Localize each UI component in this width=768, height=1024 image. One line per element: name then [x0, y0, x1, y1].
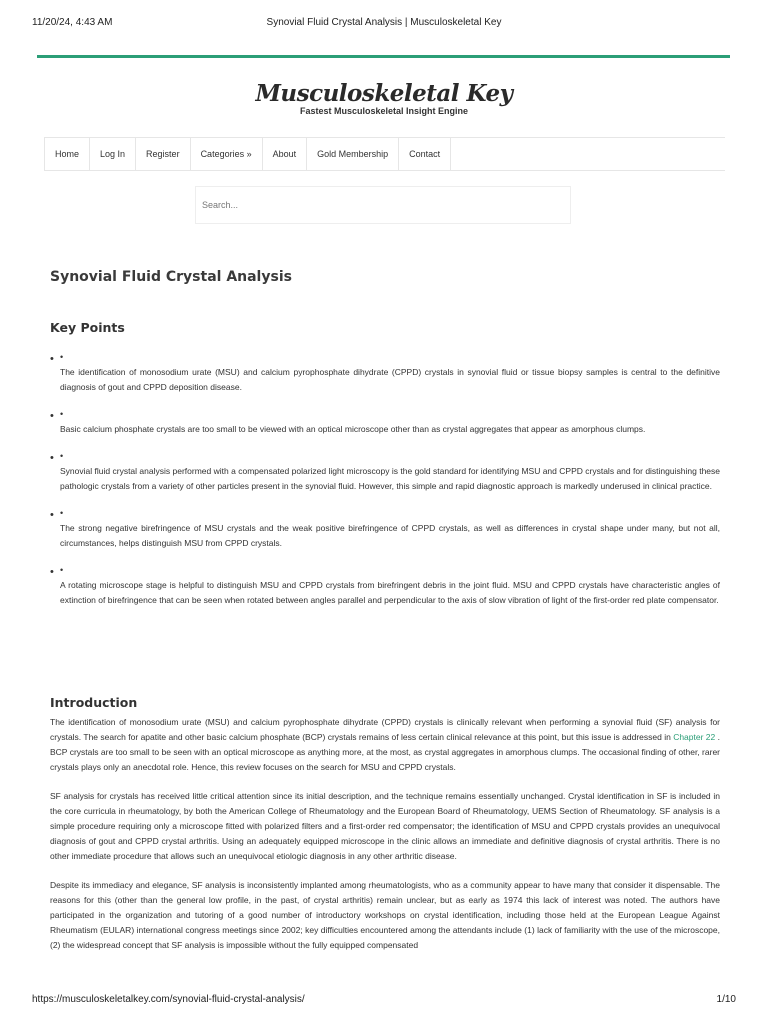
bullet-icon: •	[50, 452, 54, 464]
print-url: https://musculoskeletalkey.com/synovial-fluid-crystal-analysis/	[32, 994, 305, 1005]
bullet-icon: •	[60, 451, 64, 461]
list-item	[50, 411, 720, 437]
intro-text: The identification of monosodium urate (MSU) and calcium pyrophosphate dihydrate (CPPD) crystals is clinically relevant when performing a synovial fluid (SF) analysis for crystals. The search for apatite and other basic calcium phosphate (BCP) crystals remains of less certain clinical relevance at this point, but this issue is addressed in	[50, 717, 720, 742]
key-point-text: Synovial fluid crystal analysis performed with a compensated polarized light microscopy is the gold standard for identifying MSU and CPPD crystals and for distinguishing these pathologic crystals from a variety of other particles present in the synovial fluid. However, this simple and rapid diagnostic approach is markedly underused in clinical practice.	[60, 466, 720, 491]
print-datetime: 11/20/24, 4:43 AM	[32, 17, 113, 28]
list-item	[50, 354, 720, 395]
bullet-icon: •	[50, 566, 54, 578]
search-input[interactable]	[196, 187, 568, 223]
key-points-heading: Key Points	[50, 320, 125, 335]
nav-item-categories[interactable]: Categories »	[191, 138, 263, 170]
intro-paragraph: Despite its immediacy and elegance, SF analysis is inconsistently implanted among rheumatologists, who as a community appear to have many that consider it dispensable. The reasons for this (other than the general low profile, in the past, of crystal arthritis) remain unclear, but as early as 1974 this lack of interest was noted. The authors have participated in the organization and tutoring of a good number of introductory workshops on crystal identification, including those held at the European League Against Rheumatism (EULAR) international congress meetings since 2002; key difficulties encountered among the attendants include (1) lack of familiarity with the use of the microscope, (2) the widespread concept that SF analysis is impossible without the fully equipped compensated	[50, 880, 720, 950]
accent-bar	[37, 55, 730, 58]
bullet-icon: •	[60, 565, 64, 575]
chapter-22-link[interactable]: Chapter 22	[673, 732, 716, 742]
nav-item-about[interactable]: About	[263, 138, 308, 170]
key-point-text: The strong negative birefringence of MSU crystals and the weak positive birefringence of CPPD crystals, as well as differences in crystal shape under many, but not all, circumstances, helps distinguish MSU from CPPD crystals.	[60, 523, 720, 548]
nav-item-login[interactable]: Log In	[90, 138, 136, 170]
bullet-icon: •	[60, 352, 64, 362]
key-point-text: A rotating microscope stage is helpful to distinguish MSU and CPPD crystals from birefringent debris in the joint fluid. MSU and CPPD crystals have characteristic angles of extinction of birefringence that can be seen when rotated between angles parallel and perpendicular to the axis of slow vibration of light of the first-order red plate compensator.	[60, 580, 720, 605]
key-points-list	[50, 354, 720, 624]
key-point-text: The identification of monosodium urate (MSU) and calcium pyrophosphate dihydrate (CPPD) crystals in synovial fluid or tissue biopsy samples is central to the definitive diagnosis of gout and CPPD deposition disease.	[60, 367, 720, 392]
print-header	[0, 17, 768, 31]
nav-item-gold-membership[interactable]: Gold Membership	[307, 138, 399, 170]
nav-item-register[interactable]: Register	[136, 138, 191, 170]
bullet-icon: •	[50, 509, 54, 521]
bullet-icon: •	[50, 353, 54, 365]
print-footer	[0, 994, 768, 1008]
print-page-number: 1/10	[716, 994, 736, 1005]
search-box	[195, 186, 571, 224]
list-item	[50, 510, 720, 551]
site-tagline: Fastest Musculoskeletal Insight Engine	[299, 106, 469, 116]
print-page-title: Synovial Fluid Crystal Analysis | Musculoskeletal Key	[266, 17, 502, 28]
intro-text: . BCP crystals are too small to be seen with an optical microscope as anything more, at the most, as crystal aggregates in amorphous clumps. The occasional finding of other, rarer crystals plays only an anecdotal role. Hence, this review focuses on the search for MSU and CPPD crystals.	[50, 732, 720, 772]
bullet-icon: •	[60, 508, 64, 518]
site-logo[interactable]: Musculoskeletal Key	[255, 80, 513, 107]
site-branding	[0, 80, 768, 116]
article-title: Synovial Fluid Crystal Analysis	[50, 269, 292, 285]
introduction-body	[50, 715, 720, 967]
bullet-icon: •	[50, 410, 54, 422]
nav-item-contact[interactable]: Contact	[399, 138, 451, 170]
bullet-icon: •	[60, 409, 64, 419]
intro-paragraph: SF analysis for crystals has received little critical attention since its initial description, and the technique remains essentially unchanged. Crystal identification in SF is included in the core curricula in rheumatology, by both the American College of Rheumatology and the European Board of Rheumatology, UEMS Section of Rheumatology. SF analysis is a simple procedure requiring only a microscope fitted with polarized filters and a first-order red compensator; the identification of MSU and CPPD crystals provides an unequivocal diagnosis of gout and CPPD crystal arthritis. Using an adequately equipped microscope in the clinic allows an immediate and definitive diagnosis of crystal arthritis. There is no other immediate procedure that allows such an unequivocal etiologic diagnosis in any other arthritic disease.	[50, 791, 720, 861]
list-item	[50, 453, 720, 494]
main-nav	[44, 137, 725, 171]
nav-item-home[interactable]: Home	[44, 138, 90, 170]
introduction-heading: Introduction	[50, 695, 138, 710]
intro-paragraph	[50, 715, 720, 775]
list-item	[50, 567, 720, 608]
key-point-text: Basic calcium phosphate crystals are too small to be viewed with an optical microscope other than as crystal aggregates that appear as amorphous clumps.	[60, 424, 646, 434]
